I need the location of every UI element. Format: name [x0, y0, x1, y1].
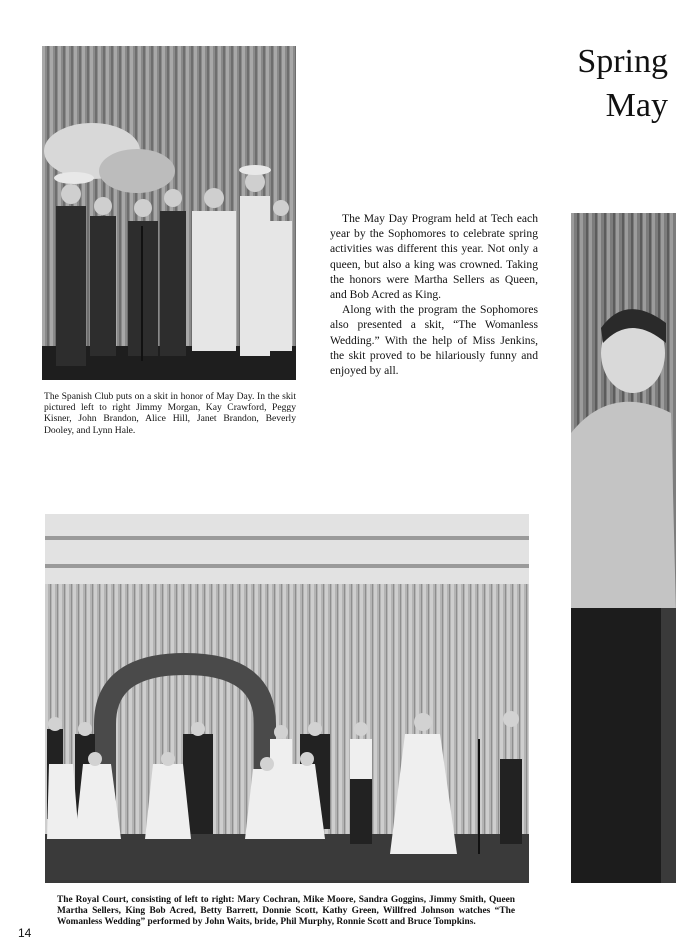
king-portrait-photo — [571, 213, 676, 883]
spanish-club-caption: The Spanish Club puts on a skit in honor of May Day. In the skit pictured left to right Jimmy Morgan, Kay Crawford, Peggy Kisner, John Brandon, Alice Hill, Janet Brandon, Beverly Dooley, and Lynn Hale. — [44, 391, 296, 436]
royal-court-caption: The Royal Court, consisting of left to right: Mary Cochran, Mike Moore, Sandra Goggins, Jimmy Smith, Queen Martha Sellers, King Bob Acred, Betty Barrett, Donnie Scott, Kathy Green, Willfred Johnson watches “The Womanless Wedding” performed by John Waits, bride, Phil Murphy, Ronnie Scott and Bruce Tompkins. — [57, 895, 515, 927]
article-paragraph-2: Along with the program the Sophomores also presented a skit, “The Womanless Wedding.” With the help of Miss Jenkins, the skit proved to be hilariously funny and enjoyed by all. — [330, 303, 538, 378]
page-number: 14 — [18, 926, 32, 940]
article-body — [330, 211, 538, 378]
royal-court-photo — [45, 514, 529, 883]
page-title-line-2: May — [605, 87, 668, 124]
page-title-line-1: Spring — [577, 43, 668, 80]
spanish-club-photo — [42, 46, 296, 380]
article-paragraph-1: The May Day Program held at Tech each year by the Sophomores to celebrate spring activities was different this year. Not only a queen, but also a king was crowned. Taking the honors were Martha Sellers as Queen, and Bob Acred as King. — [330, 212, 538, 302]
